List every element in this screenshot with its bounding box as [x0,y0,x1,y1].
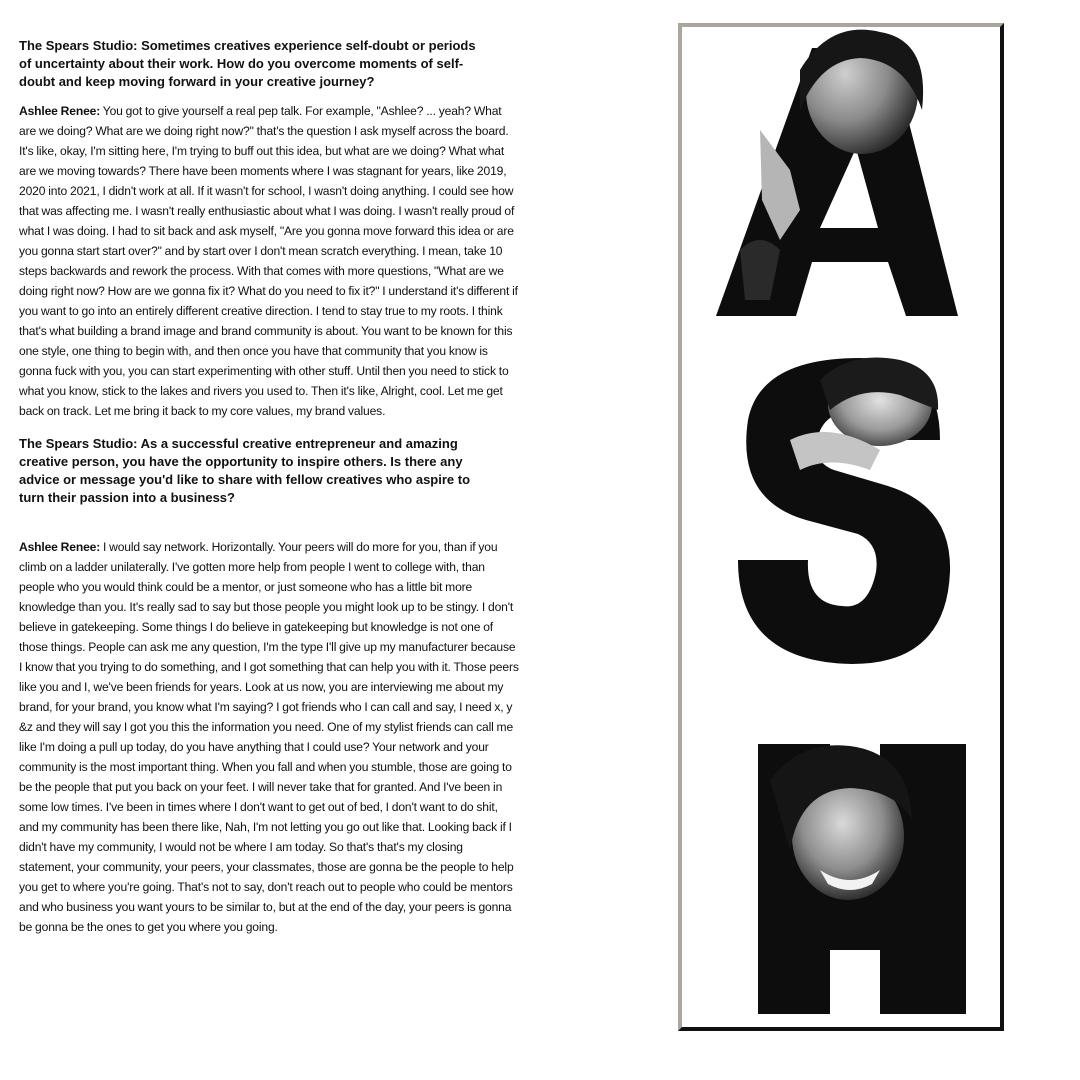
answer-speaker: Ashlee Renee: [19,540,101,554]
letter-a-photo [716,30,958,316]
interview-question-1: The Spears Studio: Sometimes creatives experience self-doubt or periods of uncertainty about their work. How do you overcome moments of self-doubt and keep moving forward in your creative journey? [19,38,476,89]
answer-text: You got to give yourself a real pep talk. For example, "Ashlee? ... yeah? What are we doing? What are we doing right now?" that's the question I ask myself across the board. It's like, okay, I'm sitting here, I'm trying to buff out this idea, but what are we doing? What what are we moving towards? There have been moments where I was stagnant for years, like 2019, 2020 into 2021, I didn't work at all. If it wasn't for school, I wasn't doing anything. I could see how that was affecting me. I wasn't really enthusiastic about what I was doing. I wasn't really proud of what I was doing. I had to sit back and ask myself, "Are you gonna move forward this idea or are you gonna start start over?" and by start over I don't mean scratch everything. I mean, take 10 steps backwards and rework the process. With that comes with more questions, "What are we doing right now? How are we gonna fix it? What do you need to fix it?" I understand it's different if you want to go into an entirely different creative direction. I tend to stay true to my roots. I think that's what building a brand image and brand community is about. You want to be known for this one style, one thing to begin with, and then once you have that community that you know is gonna fuck with you, you can start experimenting with other stuff. Until then you need to stick to what you know, stick to the lakes and rivers you used to. Then it's like, Alright, cool. Let me get back on track. Let me bring it back to my core values, my brand values. [19,104,518,418]
letter-h-photo [758,744,966,1014]
interview-question-2: The Spears Studio: As a successful creative entrepreneur and amazing creative person, you have the opportunity to inspire others. Is there any advice or message you'd like to share with fellow creatives who aspire to turn their passion into a business? [19,436,471,505]
answer-text: I would say network. Horizontally. Your peers will do more for you, than if you climb on a ladder unilaterally. I've gotten more help from people I went to college with, than people who you would think could be a mentor, or just someone who has a little bit more knowledge than you. It's really sad to say but those people you might look up to be stingy. I don't believe in gatekeeping. Some things I do believe in gatekeeping but knowledge is not one of those things. People can ask me any question, I'm the type I'll give up my manufacturer because I know that you trying to do something, and I got something that can help you with it. Those peers like you and I, we've been friends for years. Look at us now, you are interviewing me about my brand, for your brand, you know what I'm saying? I got friends who I can call and say, I need x, y &z and they will say I got you this the information you need. One of my stylist friends can call me like I'm doing a pull up today, do you have anything that I could use? Your network and your community is the most important thing. When you fall and when you stumble, those are going to be the people that put you back on your feet. I will never take that for granted. And I've been in some low times. I've been in times where I don't want to get out of bed, I don't want to do shit, and my community has been there like, Nah, I'm not letting you go out like that. Looking back if I didn't have my community, I would not be where I am today. So that's that's my closing statement, your community, your peers, your classmates, those are gonna be the people to help you get to where you're going. That's not to say, don't reach out to people who could be mentors and who business you want yours to be similar to, but at the end of the day, your peers is gonna be gonna be the ones to get you where you going. [19,540,519,934]
letter-s-photo [738,358,950,665]
answer-speaker: Ashlee Renee: [19,104,101,118]
